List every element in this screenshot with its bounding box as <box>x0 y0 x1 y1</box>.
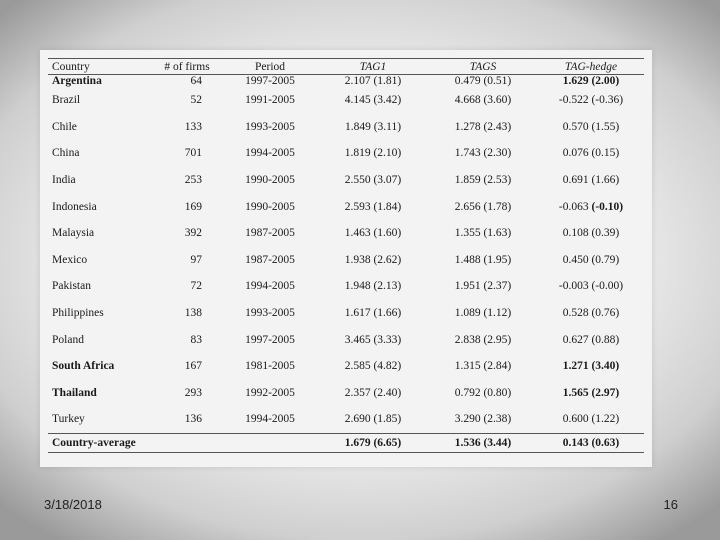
table-row <box>48 300 644 327</box>
cell-period: 1993-2005 <box>245 307 295 320</box>
cell-tag-hedge: 0.570 (1.55) <box>562 120 620 133</box>
table-row <box>48 140 644 167</box>
cell-period: 1981-2005 <box>245 360 295 373</box>
footer-date: 3/18/2018 <box>44 497 102 512</box>
cell-tags: 2.838 (2.95) <box>454 333 512 346</box>
table-row <box>48 326 644 353</box>
cell-country: Poland <box>52 333 84 346</box>
cell-country: Turkey <box>52 413 85 426</box>
cell-tag-hedge: 1.629 (2.00) <box>562 75 620 87</box>
cell-tags: 1.859 (2.53) <box>454 174 512 187</box>
cell-period: 1991-2005 <box>245 94 295 107</box>
cell-tag1: 2.585 (4.82) <box>344 360 402 373</box>
cell-tags: 0.479 (0.51) <box>454 75 512 87</box>
table-row <box>48 380 644 407</box>
table-row <box>48 273 644 300</box>
cell-tags: 1.536 (3.44) <box>428 433 538 452</box>
cell-firms: 97 <box>190 253 202 266</box>
cell-tag-hedge: -0.003 (-0.00) <box>558 280 624 293</box>
table-row <box>48 247 644 274</box>
header-tags: TAGS <box>428 59 538 75</box>
header-row <box>48 59 644 75</box>
cell-firms: 136 <box>184 413 202 426</box>
cell-firms: 701 <box>184 147 202 160</box>
table-row <box>48 114 644 141</box>
cell-tag1: 1.819 (2.10) <box>344 147 402 160</box>
cell-tag1: 2.357 (2.40) <box>344 386 402 399</box>
cell-country: China <box>52 147 80 160</box>
table-row <box>48 167 644 194</box>
header-period: Period <box>222 59 318 75</box>
cell-firms: 52 <box>190 94 202 107</box>
table-row <box>48 75 644 88</box>
cell-tag-hedge: -0.522 (-0.36) <box>558 94 624 107</box>
header-tag1: TAG1 <box>318 59 428 75</box>
results-table-image <box>40 50 652 467</box>
cell-tag1: 1.463 (1.60) <box>344 227 402 240</box>
cell-country: Pakistan <box>52 280 91 293</box>
cell-tag1: 1.679 (6.65) <box>318 433 428 452</box>
header-country: Country <box>48 59 152 75</box>
cell-firms: 293 <box>184 386 202 399</box>
cell-tag-hedge: 1.565 (2.97) <box>562 386 620 399</box>
table-row <box>48 220 644 247</box>
cell-period: 1994-2005 <box>245 280 295 293</box>
cell-tag1: 2.593 (1.84) <box>344 200 402 213</box>
cell-country: Malaysia <box>52 227 95 240</box>
cell-tag1: 2.550 (3.07) <box>344 174 402 187</box>
cell-tag1: 3.465 (3.33) <box>344 333 402 346</box>
cell-country: Philippines <box>52 307 104 320</box>
cell-tag-hedge: 1.271 (3.40) <box>562 360 620 373</box>
cell-country: Chile <box>52 120 77 133</box>
cell-tags: 2.656 (1.78) <box>454 200 512 213</box>
cell-firms: 72 <box>190 280 202 293</box>
average-row <box>48 433 644 452</box>
cell-tag1: 2.107 (1.81) <box>344 75 402 87</box>
cell-country: South Africa <box>52 360 115 373</box>
cell-country: Mexico <box>52 253 88 266</box>
cell-tag-hedge: 0.691 (1.66) <box>562 174 620 187</box>
cell-firms: 138 <box>184 307 202 320</box>
cell-tags: 0.792 (0.80) <box>454 386 512 399</box>
cell-country: Thailand <box>52 386 97 399</box>
cell-tag1: 1.948 (2.13) <box>344 280 402 293</box>
cell-period: 1987-2005 <box>245 227 295 240</box>
hedge-t-stat: (-0.10) <box>591 200 624 213</box>
cell-period: 1997-2005 <box>245 333 295 346</box>
cell-period: 1990-2005 <box>245 200 295 213</box>
table-row <box>48 87 644 114</box>
cell-tags: 1.951 (2.37) <box>454 280 512 293</box>
cell-tag1: 2.690 (1.85) <box>344 413 402 426</box>
cell-tag-hedge: 0.143 (0.63) <box>538 433 644 452</box>
cell-tag-hedge: 0.627 (0.88) <box>562 333 620 346</box>
cell-tag-hedge: 0.600 (1.22) <box>562 413 620 426</box>
cell-country: India <box>52 174 76 187</box>
cell-period: 1994-2005 <box>245 413 295 426</box>
cell-period: 1994-2005 <box>245 147 295 160</box>
cell-country: Country-average <box>48 433 318 452</box>
cell-tag-hedge: 0.076 (0.15) <box>562 147 620 160</box>
cell-tag-hedge: 0.450 (0.79) <box>562 253 620 266</box>
cell-firms: 167 <box>184 360 202 373</box>
hedge-value: -0.063 <box>558 200 589 213</box>
cell-period: 1992-2005 <box>245 386 295 399</box>
cell-tag1: 4.145 (3.42) <box>344 94 402 107</box>
cell-firms: 133 <box>184 120 202 133</box>
cell-tags: 1.315 (2.84) <box>454 360 512 373</box>
header-firms: # of firms <box>152 59 222 75</box>
cell-country: Argentina <box>52 75 102 87</box>
cell-firms: 392 <box>184 227 202 240</box>
cell-tag1: 1.849 (3.11) <box>344 120 402 133</box>
cell-tag1: 1.617 (1.66) <box>344 307 402 320</box>
cell-period: 1987-2005 <box>245 253 295 266</box>
cell-tag1: 1.938 (2.62) <box>344 253 402 266</box>
cell-tags: 1.743 (2.30) <box>454 147 512 160</box>
results-table <box>48 58 644 453</box>
cell-firms: 253 <box>184 174 202 187</box>
table-row <box>48 406 644 433</box>
cell-tags: 1.278 (2.43) <box>454 120 512 133</box>
table-row <box>48 353 644 380</box>
cell-firms: 83 <box>190 333 202 346</box>
cell-period: 1990-2005 <box>245 174 295 187</box>
cell-country: Brazil <box>52 94 81 107</box>
table-row <box>48 193 644 220</box>
cell-tag-hedge <box>538 193 644 220</box>
page-number: 16 <box>663 497 678 512</box>
cell-country: Indonesia <box>52 200 97 213</box>
cell-tags: 3.290 (2.38) <box>454 413 512 426</box>
cell-period: 1993-2005 <box>245 120 295 133</box>
cell-tags: 1.355 (1.63) <box>454 227 512 240</box>
cell-tags: 1.488 (1.95) <box>454 253 512 266</box>
cell-tags: 1.089 (1.12) <box>454 307 512 320</box>
cell-firms: 169 <box>184 200 202 213</box>
header-tag-hedge: TAG-hedge <box>538 59 644 75</box>
cell-firms: 64 <box>190 75 202 87</box>
cell-tags: 4.668 (3.60) <box>454 94 512 107</box>
cell-tag-hedge: 0.528 (0.76) <box>562 307 620 320</box>
cell-tag-hedge: 0.108 (0.39) <box>562 227 620 240</box>
cell-period: 1997-2005 <box>245 75 295 87</box>
